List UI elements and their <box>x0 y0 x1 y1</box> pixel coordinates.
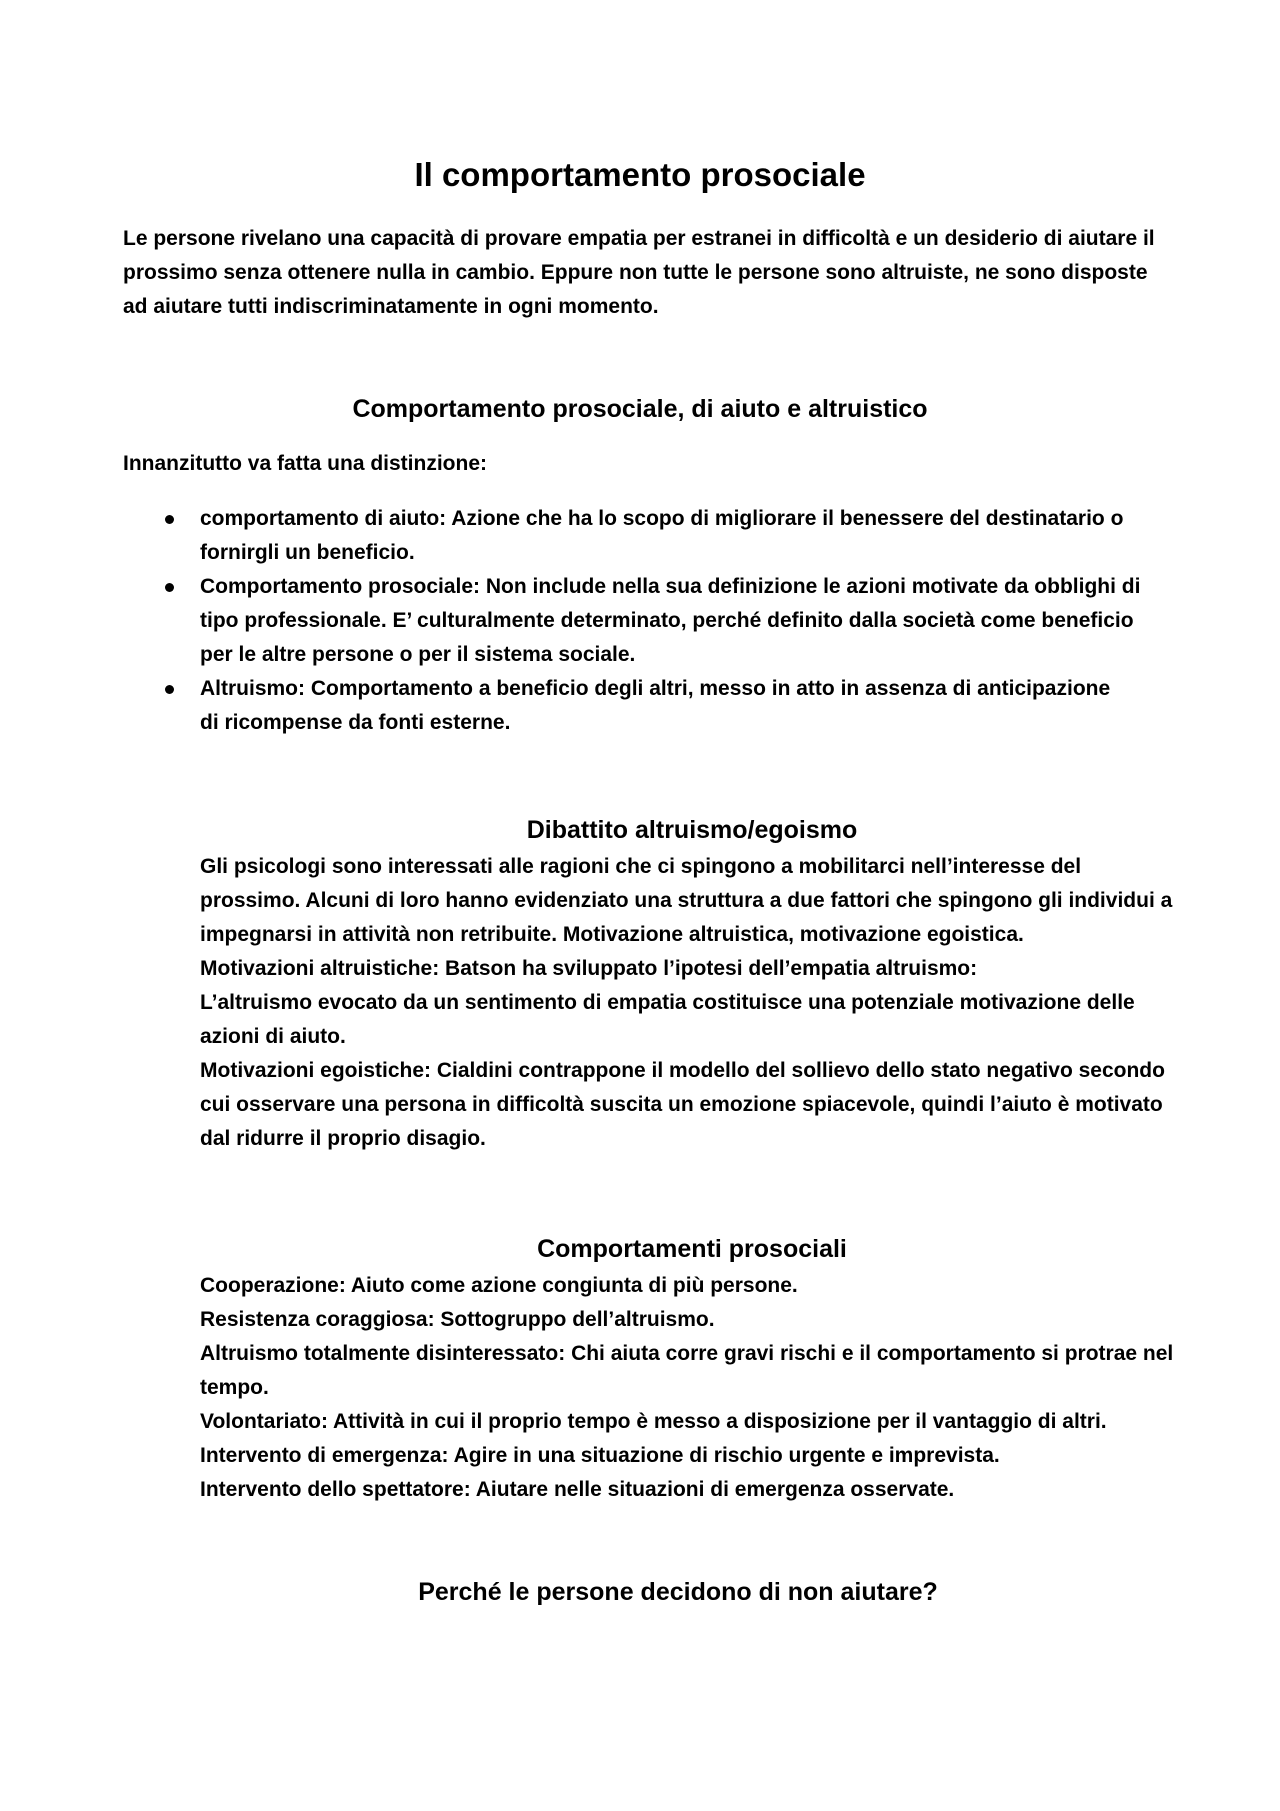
list-item <box>0 502 1170 570</box>
list-item-text: comportamento di aiuto: Azione che ha lo scopo di migliorare il benessere del destinatario o fornirgli un beneficio. <box>200 507 1124 564</box>
list-item <box>0 570 1170 672</box>
paragraph: Motivazioni altruistiche: Batson ha sviluppato l’ipotesi dell’empatia altruismo: <box>200 957 978 980</box>
list-item-text: Comportamento prosociale: Non include nella sua definizione le azioni motivate da obblighi di tipo professionale. E’ culturalmente determinato, perché definito dalla società come beneficio per le altre persone o per il sistema sociale. <box>200 575 1141 666</box>
section-heading-behaviours: Comportamenti prosociali <box>537 1235 847 1263</box>
paragraph: Motivazioni egoistiche: Cialdini contrappone il modello del sollievo dello stato negativo secondo cui osservare una persona in difficoltà suscita un emozione spiacevole, quindi l’aiuto è motivato dal ridurre il proprio disagio. <box>200 1059 1165 1150</box>
paragraph: Altruismo totalmente disinteressato: Chi aiuta corre gravi rischi e il comportamento si protrae nel tempo. <box>200 1342 1174 1399</box>
page-title: Il comportamento prosociale <box>414 156 866 193</box>
debate-text-block <box>200 850 1180 1156</box>
list-item <box>0 672 1170 740</box>
section-heading-why-not-help: Perché le persone decidono di non aiutare? <box>418 1578 938 1606</box>
list-item-continuation: di ricompense da fonti esterne. <box>200 711 511 734</box>
behaviours-text-block <box>200 1269 1180 1507</box>
bullet-icon <box>165 685 174 694</box>
section-lead: Innanzitutto va fatta una distinzione: <box>123 452 487 475</box>
intro-paragraph: Le persone rivelano una capacità di provare empatia per estranei in difficoltà e un desiderio di aiutare il prossimo senza ottenere nulla in cambio. Eppure non tutte le persone sono altruiste, ne sono disposte ad aiutare tutti indiscriminatamente in ogni momento. <box>123 227 1155 318</box>
paragraph: Intervento di emergenza: Agire in una situazione di rischio urgente e imprevista. <box>200 1444 1000 1467</box>
section-heading-debate: Dibattito altruismo/egoismo <box>526 816 858 844</box>
list-item-text: Altruismo: Comportamento a beneficio degli altri, messo in atto in assenza di anticipazione <box>200 677 1111 700</box>
paragraph: Resistenza coraggiosa: Sottogruppo dell’altruismo. <box>200 1308 715 1331</box>
definition-list <box>0 502 1280 740</box>
paragraph: L’altruismo evocato da un sentimento di empatia costituisce una potenziale motivazione delle azioni di aiuto. <box>200 991 1135 1048</box>
paragraph: Volontariato: Attività in cui il proprio tempo è messo a disposizione per il vantaggio di altri. <box>200 1410 1107 1433</box>
bullet-icon <box>165 583 174 592</box>
bullet-icon <box>165 515 174 524</box>
paragraph: Cooperazione: Aiuto come azione congiunta di più persone. <box>200 1274 798 1297</box>
paragraph: Gli psicologi sono interessati alle ragioni che ci spingono a mobilitarci nell’interesse del prossimo. Alcuni di loro hanno evidenziato una struttura a due fattori che spingono gli individui a impegnarsi in attività non retribuite. Motivazione altruistica, motivazione egoistica. <box>200 855 1173 946</box>
paragraph: Intervento dello spettatore: Aiutare nelle situazioni di emergenza osservate. <box>200 1478 955 1501</box>
section-heading-prosocial: Comportamento prosociale, di aiuto e altruistico <box>352 395 928 423</box>
